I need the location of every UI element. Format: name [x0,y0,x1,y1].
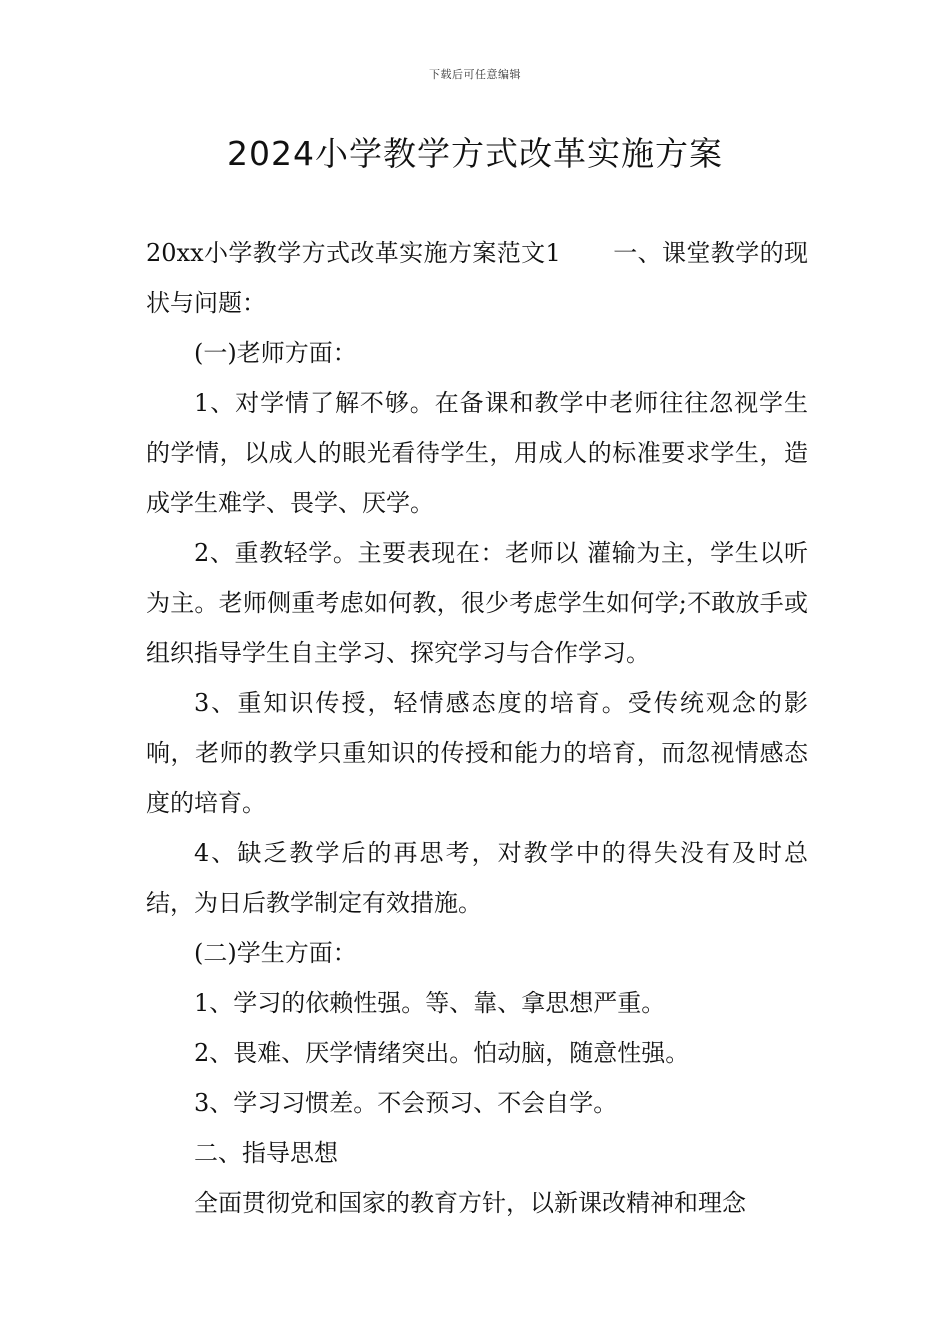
teacher-point-3: 3、重知识传授，轻情感态度的培育。受传统观念的影响，老师的教学只重知识的传授和能力的培育，而忽视情感态度的培育。 [146,689,808,817]
subsection-students: (二)学生方面： [194,939,357,967]
section-guiding-ideology: 二、指导思想 [194,1139,338,1167]
subsection-teachers: (一)老师方面： [194,339,357,367]
intro-paragraph [146,228,808,328]
guiding-ideology-text: 全面贯彻党和国家的教育方针，以新课改精神和理念 [194,1189,746,1217]
teacher-point-2: 2、重教轻学。主要表现在：老师以 灌输为主，学生以听为主。老师侧重考虑如何教，很少考虑学生如何学;不敢放手或组织指导学生自主学习、探究学习与合作学习。 [146,539,808,667]
document-title: 2024小学教学方式改革实施方案 [227,134,723,173]
teacher-point-1: 1、对学情了解不够。在备课和教学中老师往往忽视学生的学情，以成人的眼光看待学生，用成人的标准要求学生，造成学生难学、畏学、厌学。 [146,389,808,517]
student-point-2: 2、畏难、厌学情绪突出。怕动脑，随意性强。 [194,1039,690,1067]
header-note: 下载后可任意编辑 [429,68,521,81]
intro-lead: 20xx小学教学方式改革实施方案范文1 [146,239,561,267]
student-point-1: 1、学习的依赖性强。等、靠、拿思想严重。 [194,989,666,1017]
teacher-point-4: 4、缺乏教学后的再思考，对教学中的得失没有及时总结，为日后教学制定有效措施。 [146,839,808,917]
intro-section-heading: 一、课堂教学的现状与问题： [146,239,808,317]
document-body [146,228,808,1228]
student-point-3: 3、学习习惯差。不会预习、不会自学。 [194,1089,618,1117]
